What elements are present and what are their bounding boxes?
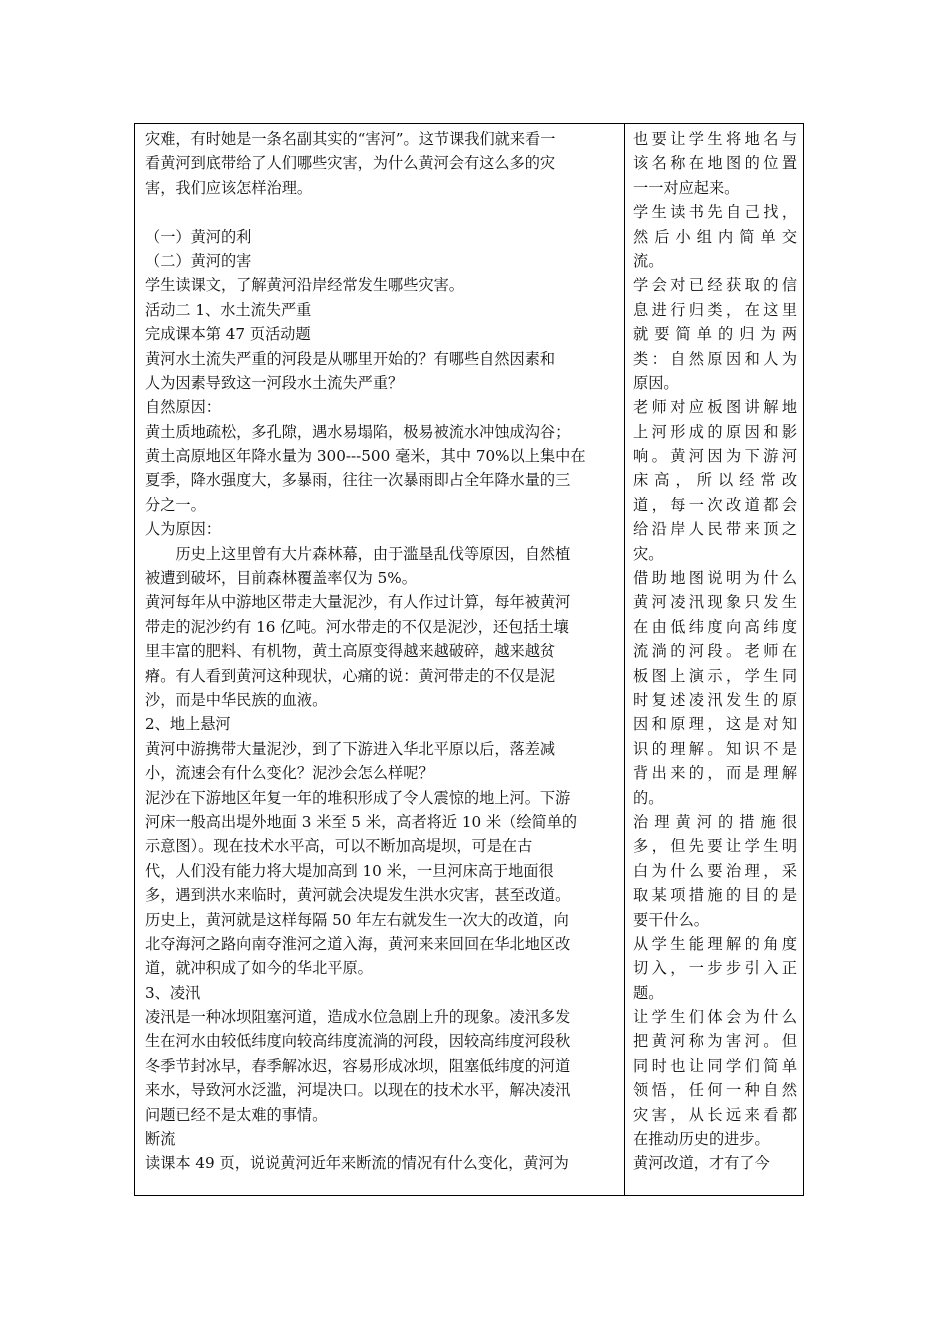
note-line: 灾。 [633,544,664,563]
content-line: 活动二 1、水土流失严重 [145,300,312,319]
note-line: 学会对已经获取的信 [633,276,797,295]
note-line: 该名称在地图的位置 [633,154,797,173]
note-line: 的。 [633,788,664,807]
note-line: 在由低纬度向高纬度 [633,617,797,636]
content-line: 河床一般高出堤外地面 3 米至 5 米，高者将近 10 米（绘简单的 [145,812,578,831]
content-line: （一）黄河的利 [145,227,252,246]
content-line: 人为因素导致这一河段水土流失严重？ [145,373,404,392]
content-line: 历史上这里曾有大片森林幕，由于滥垦乱伐等原因，自然植 [145,544,571,563]
note-line: 治理黄河的措施很 [633,812,797,831]
content-line: 多，遇到洪水来临时，黄河就会决堤发生洪水灾害，甚至改道。 [145,886,571,905]
content-line: 黄河每年从中游地区带走大量泥沙，有人作过计算，每年被黄河 [145,593,571,612]
note-line: 领悟，任何一种自然 [633,1081,797,1100]
content-line: 黄河中游携带大量泥沙，到了下游进入华北平原以后，落差减 [145,739,556,758]
note-line: 题。 [633,983,664,1002]
content-line: 3、凌汛 [145,983,201,1002]
content-line: 看黄河到底带给了人们哪些灾害，为什么黄河会有这么多的灾 [145,154,556,173]
note-line: 多，但先要让学生明 [633,837,797,856]
teaching-notes-column [626,124,803,1176]
content-line: 灾难，有时她是一条名副其实的“害河”。这节课我们就来看一 [145,130,556,148]
note-line: 同时也让同学们简单 [633,1056,797,1075]
note-line: 原因。 [633,373,679,392]
content-line: 里丰富的肥料、有机物，黄土高原变得越来越破碎，越来越贫 [145,642,556,661]
content-line: 害，我们应该怎样治理。 [145,178,313,197]
content-line: 小，流速会有什么变化？泥沙会怎么样呢？ [145,764,434,783]
note-line: 时复述凌汛发生的原 [633,690,797,709]
content-line: 沙，而是中华民族的血液。 [145,690,328,709]
note-line: 就要简单的归为两 [633,325,797,344]
note-line: 借助地图说明为什么 [633,569,797,588]
content-line: 泥沙在下游地区年复一年的堆积形成了令人震惊的地上河。下游 [145,788,571,807]
content-line: 读课本 49 页，说说黄河近年来断流的情况有什么变化，黄河为 [145,1154,569,1173]
content-line: 生在河水由较低纬度向较高纬度流淌的河段，因较高纬度河段秋 [145,1032,571,1051]
content-line: 带走的泥沙约有 16 亿吨。河水带走的不仅是泥沙，还包括土壤 [145,617,569,636]
content-line: 被遭到破坏，目前森林覆盖率仅为 5%。 [145,569,417,588]
note-line: 息进行归类，在这里 [633,300,797,319]
lesson-table [134,123,804,1196]
content-line: 问题已经不是太难的事情。 [145,1105,328,1124]
lesson-content-column [135,124,624,1176]
note-line: 白为什么要治理，采 [633,861,797,880]
note-line: 类：自然原因和人为 [633,349,797,368]
content-line: 黄土质地疏松，多孔隙，遇水易塌陷，极易被流水冲蚀成沟谷； [145,422,571,441]
note-line: 流淌的河段。老师在 [633,642,797,661]
note-line: 然后小组内简单交 [633,227,797,246]
note-line: 给沿岸人民带来顶之 [633,520,797,539]
note-line: 把黄河称为害河。但 [633,1032,797,1051]
content-line: 黄土高原地区年降水量为 300---500 毫米，其中 70%以上集中在 [145,447,586,466]
note-line: 背出来的，而是理解 [633,764,797,783]
note-line: 黄河凌汛现象只发生 [633,593,797,612]
note-line: 黄河改道，才有了今 [633,1154,770,1173]
note-line: 因和原理，这是对知 [633,715,797,734]
content-line: 断流 [145,1130,176,1149]
content-line: 黄河水土流失严重的河段是从哪里开始的？有哪些自然因素和 [145,349,556,368]
content-line: 学生读课文，了解黄河沿岸经常发生哪些灾害。 [145,276,464,295]
note-line: 板图上演示，学生同 [633,666,797,685]
note-line: 取某项措施的目的是 [633,886,797,905]
note-line: 灾害，从长远来看都 [633,1105,797,1124]
content-line: 示意图）。现在技术水平高，可以不断加高堤坝，可是在古 [145,837,533,856]
note-line: 也要让学生将地名与 [633,130,797,148]
content-line: 分之一。 [145,495,206,514]
note-line: 从学生能理解的角度 [633,934,797,953]
content-line: 冬季节封冰早，春季解冰迟，容易形成冰坝，阻塞低纬度的河道 [145,1056,571,1075]
note-line: 一一对应起来。 [633,178,740,197]
content-line: 2、地上悬河 [145,715,231,734]
content-line: 自然原因： [145,398,221,417]
note-line: 床高，所以经常改 [633,471,797,490]
column-divider [624,124,625,1195]
content-line: 瘠。有人看到黄河这种现状，心痛的说：黄河带走的不仅是泥 [145,666,556,685]
note-line: 让学生们体会为什么 [633,1008,797,1027]
content-line: 夏季，降水强度大，多暴雨，往往一次暴雨即占全年降水量的三 [145,471,571,490]
content-line: 北夺海河之路向南夺淮河之道入海，黄河来来回回在华北地区改 [145,934,571,953]
content-line: （二）黄河的害 [145,251,252,270]
content-line: 历史上，黄河就是这样每隔 50 年左右就发生一次大的改道，向 [145,910,569,929]
note-line: 识的理解。知识不是 [633,739,797,758]
content-line: 代，人们没有能力将大堤加高到 10 米，一旦河床高于地面很 [145,861,554,880]
content-line: 来水，导致河水泛滥，河堤决口。以现在的技术水平，解决凌汛 [145,1081,571,1100]
content-line: 人为原因： [145,520,221,539]
note-line: 切入，一步步引入正 [633,959,797,978]
note-line: 道，每一次改道都会 [633,495,797,514]
content-line: 道，就冲积成了如今的华北平原。 [145,959,373,978]
content-line: 完成课本第 47 页活动题 [145,325,311,344]
content-line: 凌汛是一种冰坝阻塞河道，造成水位急剧上升的现象。凌汛多发 [145,1008,571,1027]
note-line: 学生读书先自己找， [633,203,797,222]
note-line: 要干什么。 [633,910,709,929]
note-line: 响。黄河因为下游河 [633,447,797,466]
note-line: 老师对应板图讲解地 [633,398,797,417]
note-line: 上河形成的原因和影 [633,422,797,441]
note-line: 在推动历史的进步。 [633,1130,770,1149]
note-line: 流。 [633,251,664,270]
content-line [145,200,618,224]
